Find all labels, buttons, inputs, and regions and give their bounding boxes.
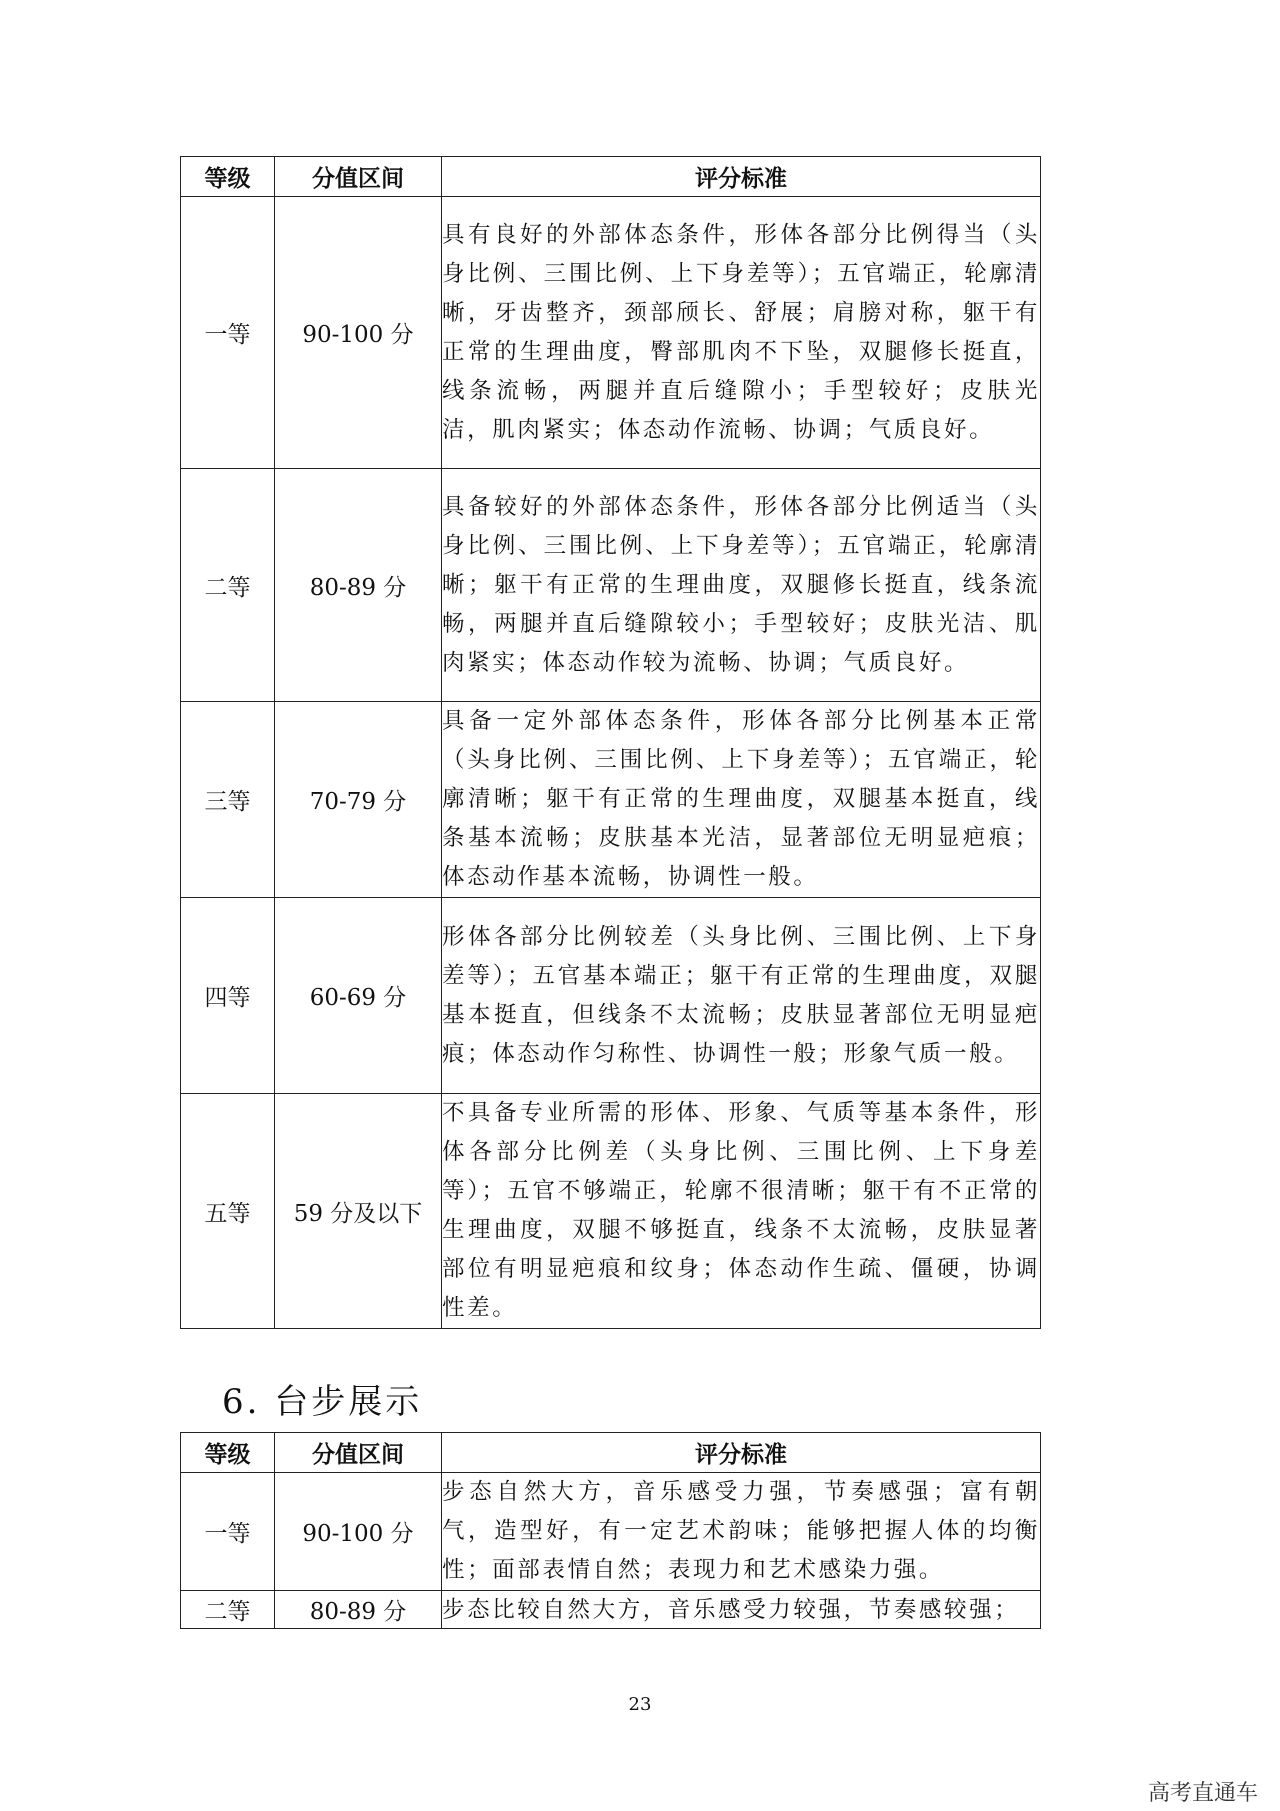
header-range: 分值区间: [275, 157, 442, 197]
table-row: [181, 702, 1041, 898]
grade-level: 一等: [181, 197, 275, 469]
page-number: 23: [628, 1694, 652, 1715]
table-row: [181, 197, 1041, 469]
criteria-text: 具备较好的外部体态条件，形体各部分比例适当（头身比例、三围比例、上下身差等）；五官端正，轮廓清晰；躯干有正常的生理曲度，双腿修长挺直，线条流畅，两腿并直后缝隙较小；手型较好；皮肤光洁、肌肉紧实；体态动作较为流畅、协调；气质良好。: [442, 469, 1041, 702]
grade-level: 五等: [181, 1094, 275, 1329]
criteria-text: 具备一定外部体态条件，形体各部分比例基本正常（头身比例、三围比例、上下身差等）；五官端正，轮廓清晰；躯干有正常的生理曲度，双腿基本挺直，线条基本流畅；皮肤基本光洁，显著部位无明显疤痕；体态动作基本流畅，协调性一般。: [442, 702, 1041, 898]
score-range: 59 分及以下: [275, 1094, 442, 1329]
table-row: [181, 1094, 1041, 1329]
grade-level: 三等: [181, 702, 275, 898]
criteria-text: 步态比较自然大方，音乐感受力较强，节奏感较强；: [442, 1591, 1041, 1629]
score-range: 80-89 分: [275, 469, 442, 702]
grade-level: 一等: [181, 1473, 275, 1591]
grade-level: 二等: [181, 1591, 275, 1629]
grade-level: 四等: [181, 898, 275, 1094]
criteria-text: 具有良好的外部体态条件，形体各部分比例得当（头身比例、三围比例、上下身差等）；五官端正，轮廓清晰，牙齿整齐，颈部颀长、舒展；肩膀对称，躯干有正常的生理曲度，臀部肌肉不下坠，双腿修长挺直，线条流畅，两腿并直后缝隙小；手型较好；皮肤光洁，肌肉紧实；体态动作流畅、协调；气质良好。: [442, 197, 1041, 469]
table-row: [181, 898, 1041, 1094]
score-range: 60-69 分: [275, 898, 442, 1094]
header-range: 分值区间: [275, 1433, 442, 1473]
table-row: [181, 469, 1041, 702]
grade-level: 二等: [181, 469, 275, 702]
score-range: 90-100 分: [275, 197, 442, 469]
scoring-table-runway: [180, 1432, 1041, 1629]
watermark: 高考直通车: [1147, 1781, 1258, 1806]
criteria-text: 形体各部分比例较差（头身比例、三围比例、上下身差等）；五官基本端正；躯干有正常的生理曲度，双腿基本挺直，但线条不太流畅；皮肤显著部位无明显疤痕；体态动作匀称性、协调性一般；形象气质一般。: [442, 898, 1041, 1094]
header-level: 等级: [181, 1433, 275, 1473]
header-criteria: 评分标准: [442, 157, 1041, 197]
table-row: [181, 1473, 1041, 1591]
header-criteria: 评分标准: [442, 1433, 1041, 1473]
table-header-row: [181, 157, 1041, 197]
section-heading: 6. 台步展示: [222, 1382, 423, 1422]
criteria-text: 不具备专业所需的形体、形象、气质等基本条件，形体各部分比例差（头身比例、三围比例、上下身差等）；五官不够端正，轮廓不很清晰；躯干有不正常的生理曲度，双腿不够挺直，线条不太流畅，皮肤显著部位有明显疤痕和纹身；体态动作生疏、僵硬，协调性差。: [442, 1094, 1041, 1329]
table-row: [181, 1591, 1041, 1629]
scoring-table-appearance: [180, 156, 1041, 1329]
score-range: 90-100 分: [275, 1473, 442, 1591]
score-range: 80-89 分: [275, 1591, 442, 1629]
table-header-row: [181, 1433, 1041, 1473]
criteria-text: 步态自然大方，音乐感受力强，节奏感强；富有朝气，造型好，有一定艺术韵味；能够把握人体的均衡性；面部表情自然；表现力和艺术感染力强。: [442, 1473, 1041, 1591]
score-range: 70-79 分: [275, 702, 442, 898]
header-level: 等级: [181, 157, 275, 197]
